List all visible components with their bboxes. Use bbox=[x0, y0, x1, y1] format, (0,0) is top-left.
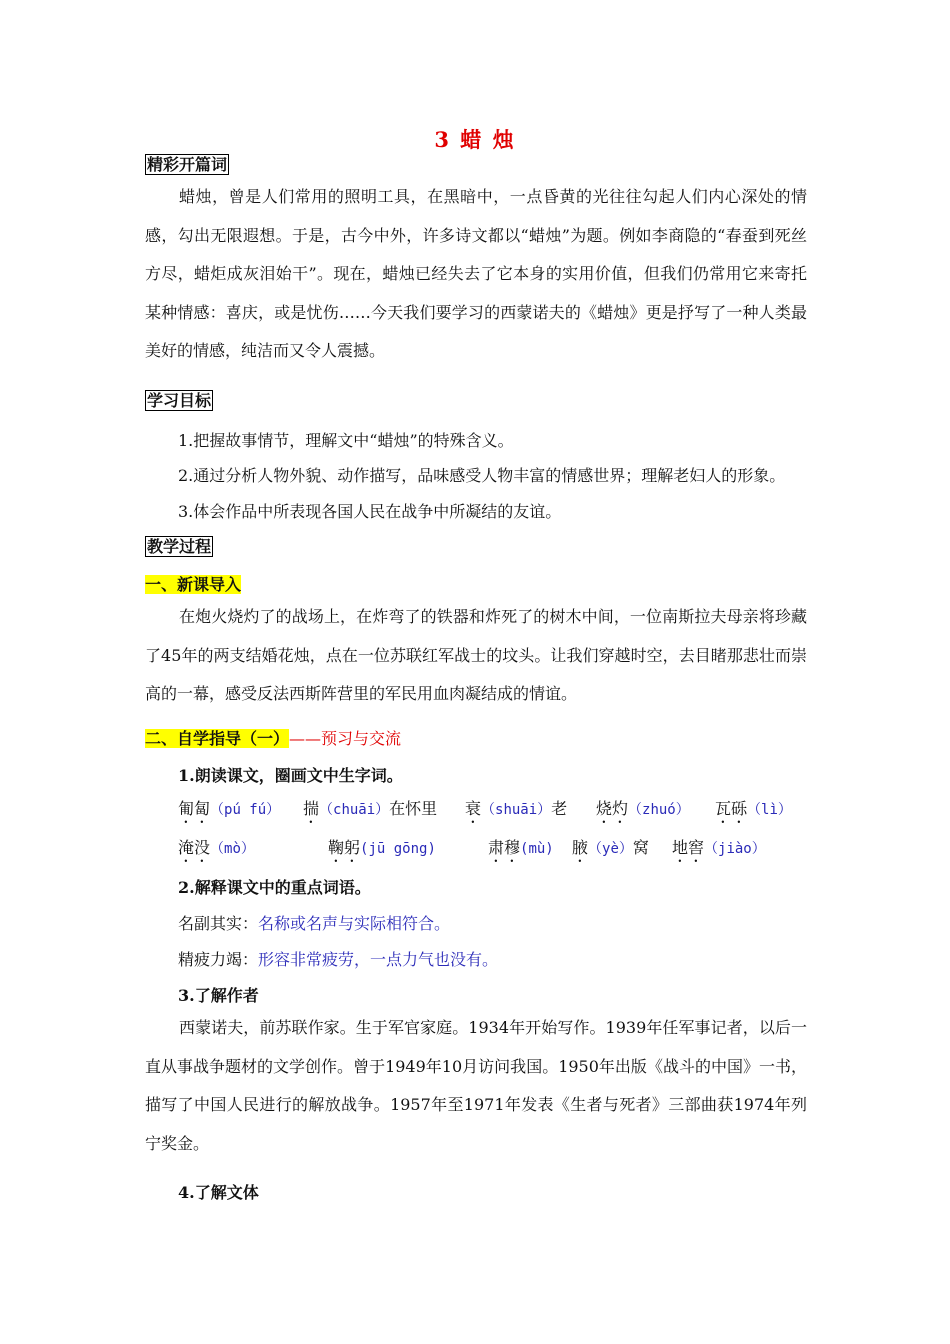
vocab-item: 匍匐（pú fú） bbox=[178, 799, 281, 818]
term-2 bbox=[178, 947, 498, 970]
author-paragraph: 西蒙诺夫，前苏联作家。生于军官家庭。1934年开始写作。1939年任军事记者，以后一直从事战争题材的文学创作。曾于1949年10月访问我国。1950年出版《战斗的中国》一书，描写了中国人民进行的解放战争。1957年至1971年发表《生者与死者》三部曲获1974年列宁奖金。 bbox=[145, 1018, 807, 1153]
vocab-item: 衰（shuāi）老 bbox=[465, 799, 568, 818]
part1-header bbox=[145, 572, 241, 595]
part2-header-text: 二、自学指导（一） bbox=[145, 729, 290, 748]
intro-paragraph: 蜡烛，曾是人们常用的照明工具，在黑暗中，一点昏黄的光往往勾起人们内心深处的情感，勾出无限遐想。于是，古今中外，许多诗文都以“蜡烛”为题。例如李商隐的“春蚕到死丝方尽，蜡炬成灰泪始干”。现在，蜡烛已经失去了它本身的实用价值，但我们仍常用它来寄托某种情感：喜庆，或是忧伤……今天我们要学习的西蒙诺夫的《蜡烛》更是抒写了一种人类最美好的情感，纯洁而又令人震撼。 bbox=[145, 187, 807, 360]
part2-header-suffix: ——预习与交流 bbox=[289, 729, 402, 748]
vocab-item: 揣（chuāi）在怀里 bbox=[303, 799, 438, 818]
step1-heading: 1.朗读课文，圈画文中生字词。 bbox=[178, 766, 403, 785]
section-header-intro: 精彩开篇词 bbox=[147, 155, 228, 174]
step2-heading: 2.解释课文中的重点词语。 bbox=[178, 878, 371, 897]
step3-heading: 3.了解作者 bbox=[178, 986, 259, 1005]
part2-header bbox=[145, 726, 401, 749]
goal-item-1: 1.把握故事情节，理解文中“蜡烛”的特殊含义。 bbox=[178, 431, 514, 450]
step4-heading: 4.了解文体 bbox=[178, 1183, 259, 1202]
vocab-item: 腋（yè）窝 bbox=[572, 838, 649, 857]
vocab-item: 烧灼（zhuó） bbox=[596, 799, 690, 818]
section-header-goals: 学习目标 bbox=[147, 391, 212, 410]
term-1 bbox=[178, 911, 450, 934]
section-header-process: 教学过程 bbox=[147, 537, 212, 556]
goal-item-2: 2.通过分析人物外貌、动作描写，品味感受人物丰富的情感世界；理解老妇人的形象。 bbox=[178, 466, 786, 485]
document-title: 3 蜡 烛 bbox=[434, 127, 516, 152]
vocab-item: 肃穆(mù) bbox=[488, 838, 554, 857]
term-1-label: 名副其实： bbox=[178, 914, 259, 933]
vocab-item: 地窖（jiào） bbox=[672, 838, 766, 857]
vocab-item: 鞠躬(jū gōng) bbox=[328, 838, 436, 857]
part1-header-text: 一、新课导入 bbox=[145, 575, 242, 594]
vocab-item: 瓦砾（lì） bbox=[715, 799, 792, 818]
vocab-item: 淹没（mò） bbox=[178, 838, 255, 857]
part1-paragraph: 在炮火烧灼了的战场上，在炸弯了的铁器和炸死了的树木中间，一位南斯拉夫母亲将珍藏了45年的两支结婚花烛，点在一位苏联红军战士的坟头。让我们穿越时空，去目睹那悲壮而崇高的一幕，感受反法西斯阵营里的军民用血肉凝结成的情谊。 bbox=[145, 607, 807, 703]
term-2-label: 精疲力竭： bbox=[178, 950, 259, 969]
term-1-definition: 名称或名声与实际相符合。 bbox=[258, 914, 451, 933]
goal-item-3: 3.体会作品中所表现各国人民在战争中所凝结的友谊。 bbox=[178, 502, 562, 521]
term-2-definition: 形容非常疲劳，一点力气也没有。 bbox=[258, 950, 499, 969]
